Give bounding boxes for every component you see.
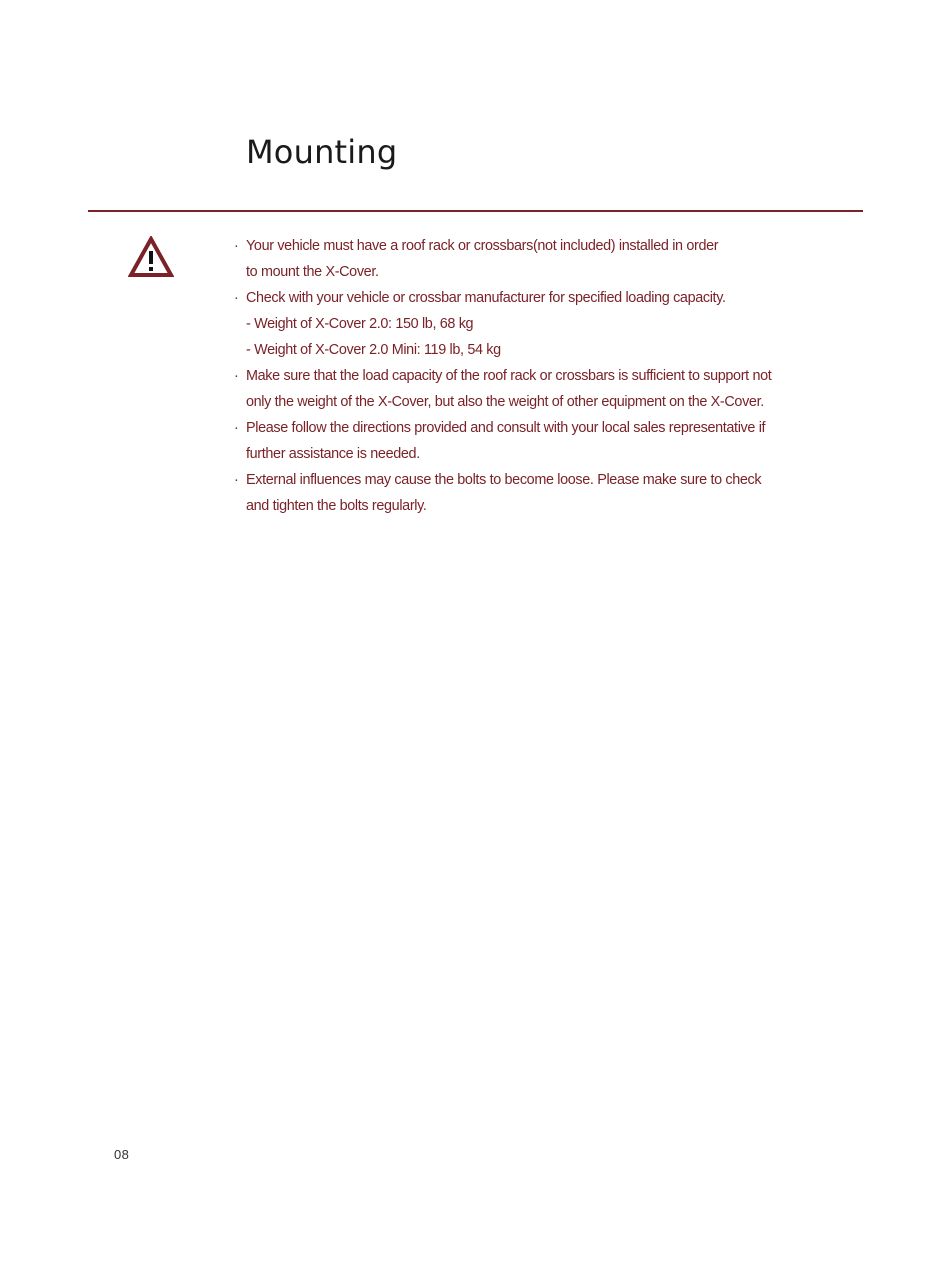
note-line: Your vehicle must have a roof rack or crossbars(not included) installed in order (246, 238, 719, 254)
note-roof-rack (234, 233, 854, 285)
note-line: only the weight of the X-Cover, but also the weight of other equipment on the X-Cover. (246, 394, 764, 410)
note-line: and tighten the bolts regularly. (246, 498, 427, 514)
weight-xcover-2-0: - Weight of X-Cover 2.0: 150 lb, 68 kg (246, 316, 474, 332)
bullet-dot: · (234, 472, 239, 488)
note-check-bolts (234, 467, 854, 519)
note-load-sufficiency (234, 363, 854, 415)
weight-xcover-2-0-mini: - Weight of X-Cover 2.0 Mini: 119 lb, 54 kg (246, 342, 501, 358)
page-title: Mounting (246, 133, 398, 171)
note-follow-directions (234, 415, 854, 467)
title-divider (88, 210, 863, 212)
mounting-notes-list (234, 233, 854, 519)
bullet-dot: · (234, 290, 239, 306)
note-line: External influences may cause the bolts to become loose. Please make sure to check (246, 472, 762, 488)
note-line: to mount the X-Cover. (246, 264, 379, 280)
note-line: Please follow the directions provided and consult with your local sales representative if (246, 420, 766, 436)
bullet-dot: · (234, 420, 239, 436)
note-line: Check with your vehicle or crossbar manufacturer for specified loading capacity. (246, 290, 726, 306)
bullet-dot: · (234, 238, 239, 254)
note-line: Make sure that the load capacity of the roof rack or crossbars is sufficient to support not (246, 368, 772, 384)
bullet-dot: · (234, 368, 239, 384)
warning-triangle-icon (128, 236, 174, 278)
note-loading-capacity (234, 285, 854, 363)
note-line: further assistance is needed. (246, 446, 420, 462)
page-number: 08 (114, 1147, 130, 1162)
